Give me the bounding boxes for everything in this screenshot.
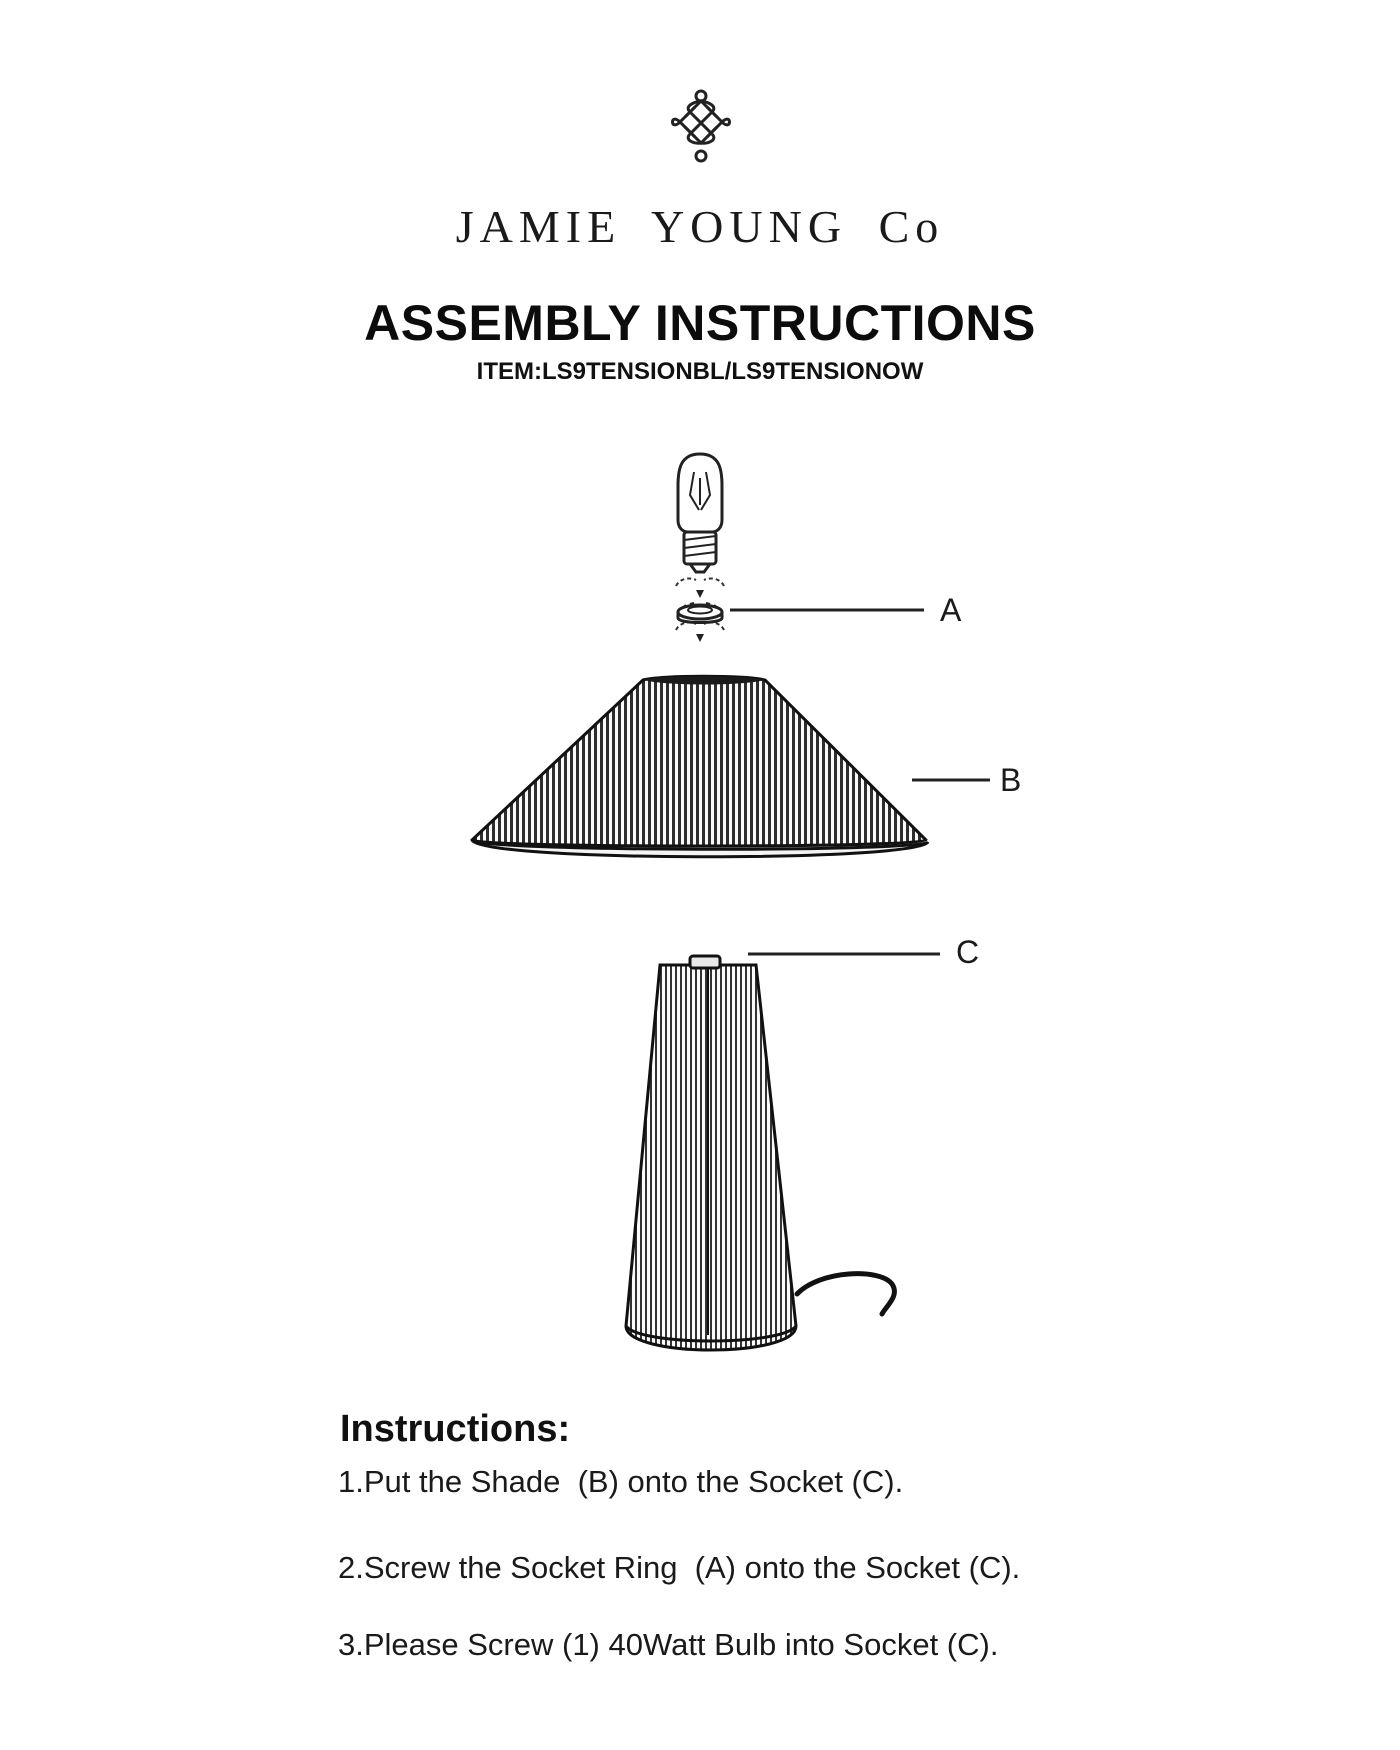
light-bulb-icon [678, 454, 722, 572]
brand-name: JAMIE YOUNG Co [455, 201, 945, 252]
socket-ring-icon [678, 603, 722, 623]
pleated-shade-icon [472, 676, 928, 857]
instructions-heading: Instructions: [340, 1408, 571, 1450]
power-cord-icon [797, 1274, 894, 1314]
instruction-step-1: 1.Put the Shade (B) onto the Socket (C). [338, 1464, 904, 1499]
pleated-base-icon [626, 956, 796, 1350]
part-label-b: B [1000, 762, 1022, 798]
part-label-a: A [940, 592, 962, 628]
instruction-step-2: 2.Screw the Socket Ring (A) onto the Socket (C). [338, 1550, 1021, 1585]
part-label-c: C [956, 934, 980, 970]
page-title: ASSEMBLY INSTRUCTIONS [364, 295, 1036, 351]
item-number: ITEM:LS9TENSIONBL/LS9TENSIONOW [476, 358, 924, 385]
instruction-step-3: 3.Please Screw (1) 40Watt Bulb into Socket (C). [338, 1627, 999, 1662]
